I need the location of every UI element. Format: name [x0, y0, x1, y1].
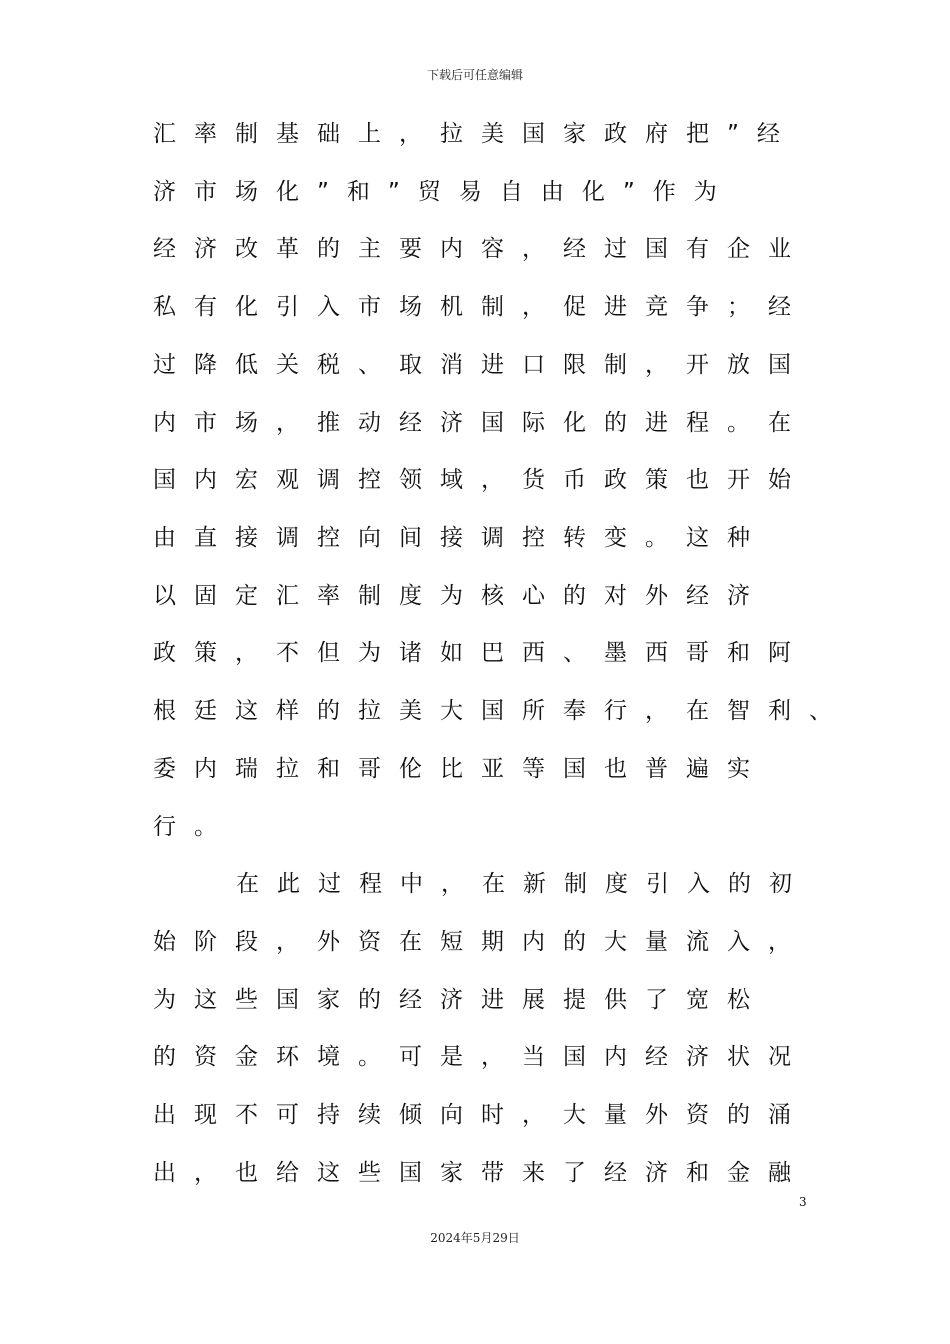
text-line: 的资金环境。可是，当国内经济状况: [153, 1044, 809, 1070]
text-line: 始阶段，外资在短期内的大量流入，: [153, 929, 809, 955]
text-line: 为这些国家的经济进展提供了宽松: [153, 987, 768, 1013]
paragraph-first-line: 在此过程中，在新制度引入的初: [236, 871, 810, 897]
text-line: 国内宏观调控领域，货币政策也开始: [153, 467, 809, 493]
text-line: 出，也给这些国家带来了经济和金融: [153, 1160, 809, 1186]
text-line: 济市场化”和”贸易自由化”作为: [153, 179, 735, 205]
text-line: 委内瑞拉和哥伦比亚等国也普遍实: [153, 756, 768, 782]
text-line: 过降低关税、取消进口限制，开放国: [153, 352, 809, 378]
text-line: 由直接调控向间接调控转变。这种: [153, 525, 768, 551]
text-line: 以固定汇率制度为核心的对外经济: [153, 583, 768, 609]
text-line: 汇率制基础上，拉美国家政府把”经: [153, 121, 798, 147]
page-number: 3: [799, 1195, 807, 1209]
text-line: 行。: [153, 814, 235, 840]
text-line: 经济改革的主要内容，经过国有企业: [153, 236, 809, 262]
text-line: 内市场，推动经济国际化的进程。在: [153, 410, 809, 436]
text-line: 出现不可持续倾向时，大量外资的涌: [153, 1102, 809, 1128]
page-header: 下载后可任意编辑: [426, 68, 523, 82]
footer-date: 2024年5月29日: [430, 1231, 520, 1245]
text-line: 政策，不但为诸如巴西、墨西哥和阿: [153, 640, 809, 666]
text-line: 私有化引入市场机制，促进竞争；经: [153, 294, 809, 320]
text-line: 根廷这样的拉美大国所奉行，在智利、: [153, 698, 850, 724]
